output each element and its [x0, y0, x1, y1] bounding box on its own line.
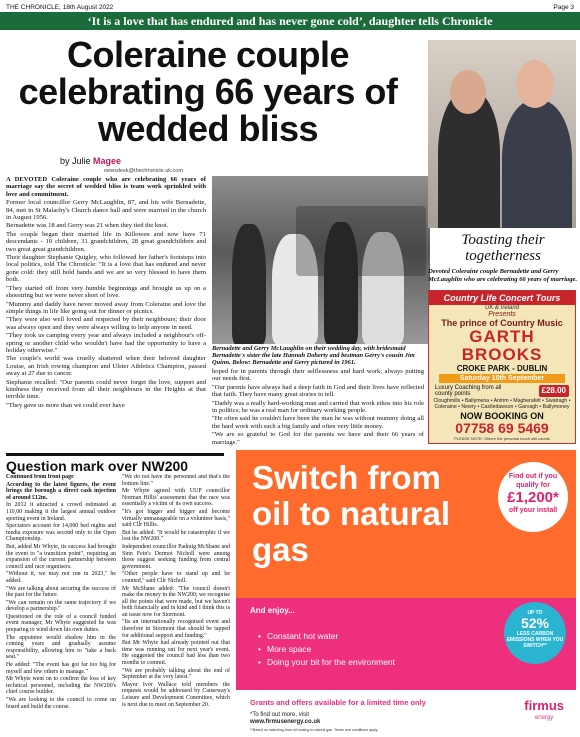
main-headline: Coleraine couple celebrating 66 years of wedded bliss — [18, 34, 398, 149]
article-column-2 — [212, 368, 424, 448]
paragraph: "They were also well loved and respected by their neighbours; their door was always open and they were always willing to help anyone in need. — [6, 316, 206, 331]
grant-burst — [498, 462, 568, 532]
paragraph: "We are so grateful to God for the parents we have and their 66 years of marriage." — [212, 431, 424, 446]
nw200-column-1 — [6, 474, 116, 736]
ad-region: UK & Ireland — [484, 305, 520, 311]
paragraph: But Mr Whyte had already pointed out that time was running out for next year's event. He suggested the council had less than two months to commit. — [122, 640, 230, 667]
side-caption-text: Devoted Coleraine couple Bernadette and Gerry McLaughlin who are celebrating 66 years of marriage. — [428, 268, 578, 283]
paragraph: "He often said he couldn't have been the man he was without mummy doing all the hard work with such a big family and often very little money. — [212, 415, 424, 430]
ad-presents: Presents — [488, 311, 516, 318]
paragraph: Spectators account for 14,000 bed nights and media exposure was second only to the Open Championship. — [6, 523, 116, 543]
paragraph: "Its an internationally recognised event and therefore in Stormont that should be tapped for additional support and funding." — [122, 619, 230, 639]
paragraph: "We are looking to the council to come on board and build the course. — [6, 697, 116, 710]
paragraph: "Without it, we may not run in 2023," he added. — [6, 571, 116, 584]
nw200-continued: Continued from front page — [6, 474, 74, 480]
ad-price: £28.00 — [539, 385, 569, 397]
article-column-1 — [6, 176, 206, 446]
carbon-percent: 52% — [520, 615, 550, 631]
paragraph: Questioned on the role of a council funded event manager, Mr Whyte suggested he was preparing to wind down his own duties. — [6, 613, 116, 634]
paragraph: But, added Mr Whyte, its success had brought the event to "a transition point", requiring an expansion of the current partnership between council and race organisers. — [6, 543, 116, 570]
wedding-caption: Bernadette and Gerry McLaughlin on their wedding day, with bridesmaid Bernadette's sister the late Hannah Doherty and bestman Gerry's cousin Jim Quinn. Below: Bernadette and Gerry pictured in 1961. — [212, 345, 415, 366]
gas-headline: Switch from oil to natural gas — [252, 459, 450, 568]
paragraph: "Daddy was a really hard-working man and carried that work ethos into his role in politics; he was a real man for ordinary working people. — [212, 399, 424, 415]
paragraph: A DEVOTED Coleraine couple who are celebrating 66 years of marriage say the secret of wedded bliss is team work sprinkled with love and commitment. — [6, 176, 206, 198]
paragraph: "Other people have to stand up and be counted," said Cllr Nicholl. — [122, 571, 230, 584]
paragraph: In 2012 it attracted a crowd estimated at 110,00 making it the largest annual outdoor sporting event in Ireland. — [6, 502, 116, 522]
paragraph: hoped for in parents through their selflessness and hard work; always putting our needs first. — [212, 368, 424, 383]
findout-text — [250, 712, 320, 726]
firmus-logo — [524, 700, 564, 724]
carbon-sub: LESS CARBON EMISSIONS WHEN YOU SWITCH** — [506, 631, 564, 649]
natural-gas-ad[interactable] — [236, 450, 576, 736]
grants-text: Grants and offers available for a limited time only — [250, 698, 426, 707]
burst-bottom: off your install — [508, 507, 558, 514]
paragraph: The couple's world was cruelly shattered when their beloved daughter Louise, an Irish rowing champion and Ulster Athletics Champion, passed away at 27 due to cancer. — [6, 355, 206, 378]
benefit-item: • Constant hot water — [258, 630, 395, 643]
paragraph: Mr McShane added: "The council doesn't make the money in the NW200; we recognise all the points that were made, but we haven't both financially and in kind and I think this is an issue now for Stormont. — [122, 585, 230, 618]
paragraph: Mr Whyte went on to confirm the loss of key technical personnel, including the NW200's chief course builder. — [6, 676, 116, 696]
upto-label: UP TO — [527, 610, 543, 616]
paragraph: Mr Whyte agreed with UUP councillor Norman Hillis' assessment that the race was essentially a victim of its own success. — [122, 488, 230, 508]
byline — [60, 156, 121, 166]
nw200-heading: Question mark over NW200 — [6, 453, 224, 474]
ad-towns: Cloughmills • Ballymena • Antrim • Magherafelt • Swatragh • Coleraine • Newry • Castledawson • Garvagh • Ballymoney — [433, 398, 571, 410]
page-number: Page 3 — [553, 3, 574, 11]
masthead-date: THE CHRONICLE, 18th August 2022 — [6, 3, 114, 11]
country-concert-ad[interactable] — [428, 290, 576, 444]
paragraph: Bernadette was 18 and Gerry was 21 when they tied the knot. — [6, 222, 169, 230]
benefits-list — [258, 630, 395, 669]
gas-fine-print: **Based on switching from oil heating to natural gas. Terms and conditions apply. — [250, 728, 379, 732]
paragraph: "We can remain on the same trajectory if we develop a partnership." — [6, 599, 116, 613]
ad-venue: CROKE PARK - DUBLIN — [456, 364, 548, 373]
ad-tour-name: Country Life Concert Tours — [429, 291, 575, 305]
enjoy-label: And enjoy... — [250, 606, 295, 615]
paragraph: "They started off from very humble beginnings and brought us up on a shoestring but we were never short of love. — [6, 284, 206, 300]
paragraph: "They took us camping every year and always included a neighbour's off-spring or another child who wouldn't have had the opportunity to have a holiday otherwise." — [6, 332, 206, 354]
paragraph: The couple began their married life in Killowen and now have 71 descendants - 10 children, 31 grandchildren, 28 great grandchildren and two great great grandchildren. — [6, 230, 206, 253]
burst-top: Find out if you qualify for — [508, 473, 558, 489]
ad-date: Saturday 10th September — [439, 374, 565, 383]
paragraph: Independent councillor Padraig McShane and Sinn Fein's Dermot Nicholl were among those suggest seeking funding from central government. — [122, 543, 230, 570]
paragraph: He added: "The event has got far too big for myself and few others to manage." — [6, 662, 116, 675]
masthead — [6, 2, 574, 12]
paragraph: "We do not have the personnel and that's the bottom line." — [122, 474, 230, 487]
ad-coach: Luxury Coaching from all county points — [435, 385, 502, 397]
paragraph: "It's got bigger and bigger and become virtually unmanageable on a volunteer basis," said Cllr Hillis. — [122, 508, 230, 529]
side-caption — [428, 232, 578, 283]
paragraph: "Our parents have always had a deep faith in God and their lives have reflected that faith. They have many great stories to tell. — [212, 383, 424, 399]
paragraph: Former local councillor Gerry McLaughlin, 87, and his wife Bernadette, 84, met in St Malachy's Church dance hall and were married in the church in August 1956. — [6, 199, 206, 222]
paragraph: "We are talking about securing the success of the past for the future. — [6, 585, 116, 599]
ad-url-link[interactable]: www.firmusenergy.co.uk — [250, 719, 321, 725]
wedding-photo — [212, 176, 430, 344]
byline-email: newsdesk@thechronicle.uk.com — [104, 168, 183, 174]
carbon-badge — [504, 602, 566, 664]
paragraph: "Mummy and daddy have never moved away from Coleraine and love the simple things in life like going out for dinner or picnics. — [6, 300, 206, 315]
benefit-item: • More space — [258, 643, 395, 656]
paragraph: "They gave us more than we could ever have — [6, 401, 125, 409]
ad-booking: NOW BOOKING ON — [460, 411, 544, 421]
brand-sub: energy — [534, 715, 554, 721]
paragraph: But he added: "It would be catastrophic if we lost the NW200." — [122, 529, 230, 543]
side-caption-title: Toasting their togetherness — [461, 232, 545, 264]
couple-photo — [428, 40, 576, 228]
paragraph: "We are probably talking about the end of September at the very latest." — [122, 667, 230, 681]
paragraph: According to the latest figures, the event brings the borough a direct cash injection of around £12m. — [6, 481, 116, 501]
ad-subtitle: The prince of Country Music — [441, 318, 563, 328]
paragraph: Their daughter Stephanie Quigley, who followed her father's footsteps into local politics, told The Chronicle: "It is a love that has endured and never gone cold: they still hold hands and we are so very blessed to have them both. — [6, 254, 206, 284]
findout-label: *To find out more, visit — [250, 712, 310, 718]
byline-name: Magee — [93, 156, 122, 166]
paragraph: The appointee would shadow him in the coming years and gradually assume responsibility, allowing him to "take a back seat." — [6, 634, 116, 661]
brand-name: firmus — [524, 698, 564, 713]
byline-prefix: by Julie — [60, 156, 94, 166]
paragraph: Mayor Ivor Wallace told members the requests would be addressed by Causeway's Leisure and Development Committee, which is next due to meet on September 20. — [122, 681, 230, 708]
nw200-column-2 — [122, 474, 230, 736]
ad-artist: GARTH BROOKS — [461, 327, 543, 364]
ad-phone[interactable]: 07758 69 5469 — [455, 420, 549, 436]
benefit-item: • Doing your bit for the environment — [258, 656, 395, 669]
paragraph: Stephanie recalled: "Our parents could never forget the love, support and kindness they received from all their neighbours in the Heights at that terrible time. — [6, 378, 206, 401]
burst-amount: £1,200* — [507, 489, 559, 506]
ad-fine-print: PLEASE NOTE: Where the personal touch still counts — [454, 436, 550, 441]
quote-banner: ‘It is a love that has endured and has never gone cold’, daughter tells Chronicle — [0, 12, 580, 30]
